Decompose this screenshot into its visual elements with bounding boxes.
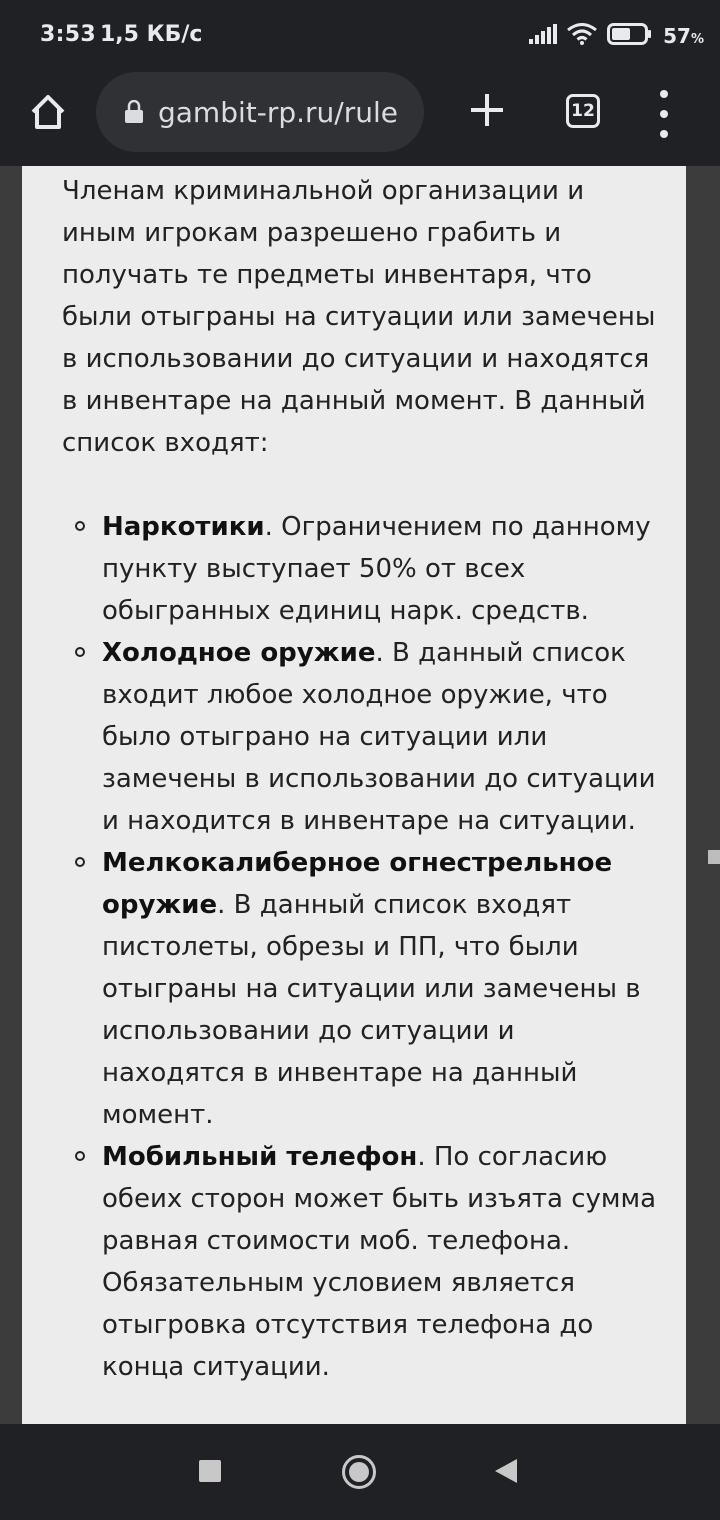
tabs-icon[interactable] [566, 94, 600, 128]
bullet-icon [75, 521, 85, 531]
more-vert-icon[interactable] [646, 90, 682, 138]
item-text: . По согласию обеих сторон может быть изъята сумма равная стоимости моб. телефона. Обязательным условием является отыгровка отсутствия телефона до конца ситуации. [102, 1142, 657, 1382]
home-button[interactable] [24, 90, 72, 138]
battery-icon [607, 23, 653, 49]
home-circle-icon[interactable] [342, 1455, 376, 1489]
intro-paragraph: Членам криминальной организации и иным игрокам разрешено грабить и получать те предметы инвентаря, что были отыграны на ситуации или замечены в использовании до ситуации и находятся в инвентаре на данный момент. В данный список входят: [62, 176, 656, 458]
item-term: Мелкокалиберное огнестрельное оружие [102, 848, 613, 920]
list-item [62, 632, 662, 842]
item-text: . В данный список входит любое холодное оружие, что было отыграно на ситуации или замечены в использовании до ситуации и находится в инвентаре на ситуации. [102, 638, 656, 836]
status-time: 3:53 [40, 22, 96, 47]
item-term: Мобильный телефон [102, 1142, 418, 1172]
rules-list [62, 506, 662, 1388]
tab-count: 12 [571, 101, 595, 121]
item-term: Наркотики [102, 512, 265, 542]
plus-icon [470, 93, 504, 131]
status-icons [529, 22, 704, 50]
list-item [62, 1136, 662, 1388]
page-viewport[interactable] [0, 166, 720, 1424]
back-icon[interactable] [495, 1459, 517, 1483]
item-text: . Ограничением по данному пункту выступает 50% от всех обыгранных единиц нарк. средств. [102, 512, 651, 626]
url-text[interactable]: gambit-rp.ru/rule [158, 95, 398, 129]
wifi-icon [567, 23, 597, 49]
network-speed: 1,5 КБ/с [100, 22, 203, 47]
system-nav-bar [0, 1424, 720, 1520]
home-icon [28, 92, 68, 136]
scrollbar-thumb[interactable] [708, 850, 720, 864]
list-item [62, 506, 662, 632]
rules-article [62, 170, 662, 1388]
bullet-icon [75, 647, 85, 657]
content-panel [22, 166, 686, 1424]
recent-apps-icon[interactable] [199, 1460, 221, 1482]
new-tab-button[interactable] [463, 88, 511, 136]
address-bar[interactable] [96, 72, 424, 152]
signal-icon [529, 24, 557, 48]
item-text: . В данный список входят пистолеты, обрезы и ПП, что были отыграны на ситуации или замечены в использовании до ситуации и находятся в инвентаре на данный момент. [102, 890, 641, 1130]
list-item [62, 842, 662, 1136]
bullet-icon [75, 857, 85, 867]
browser-toolbar [0, 70, 720, 166]
bullet-icon [75, 1151, 85, 1161]
status-bar [0, 0, 720, 70]
lock-icon[interactable] [124, 100, 144, 124]
battery-percent: 57% [663, 24, 704, 48]
item-term: Холодное оружие [102, 638, 376, 668]
